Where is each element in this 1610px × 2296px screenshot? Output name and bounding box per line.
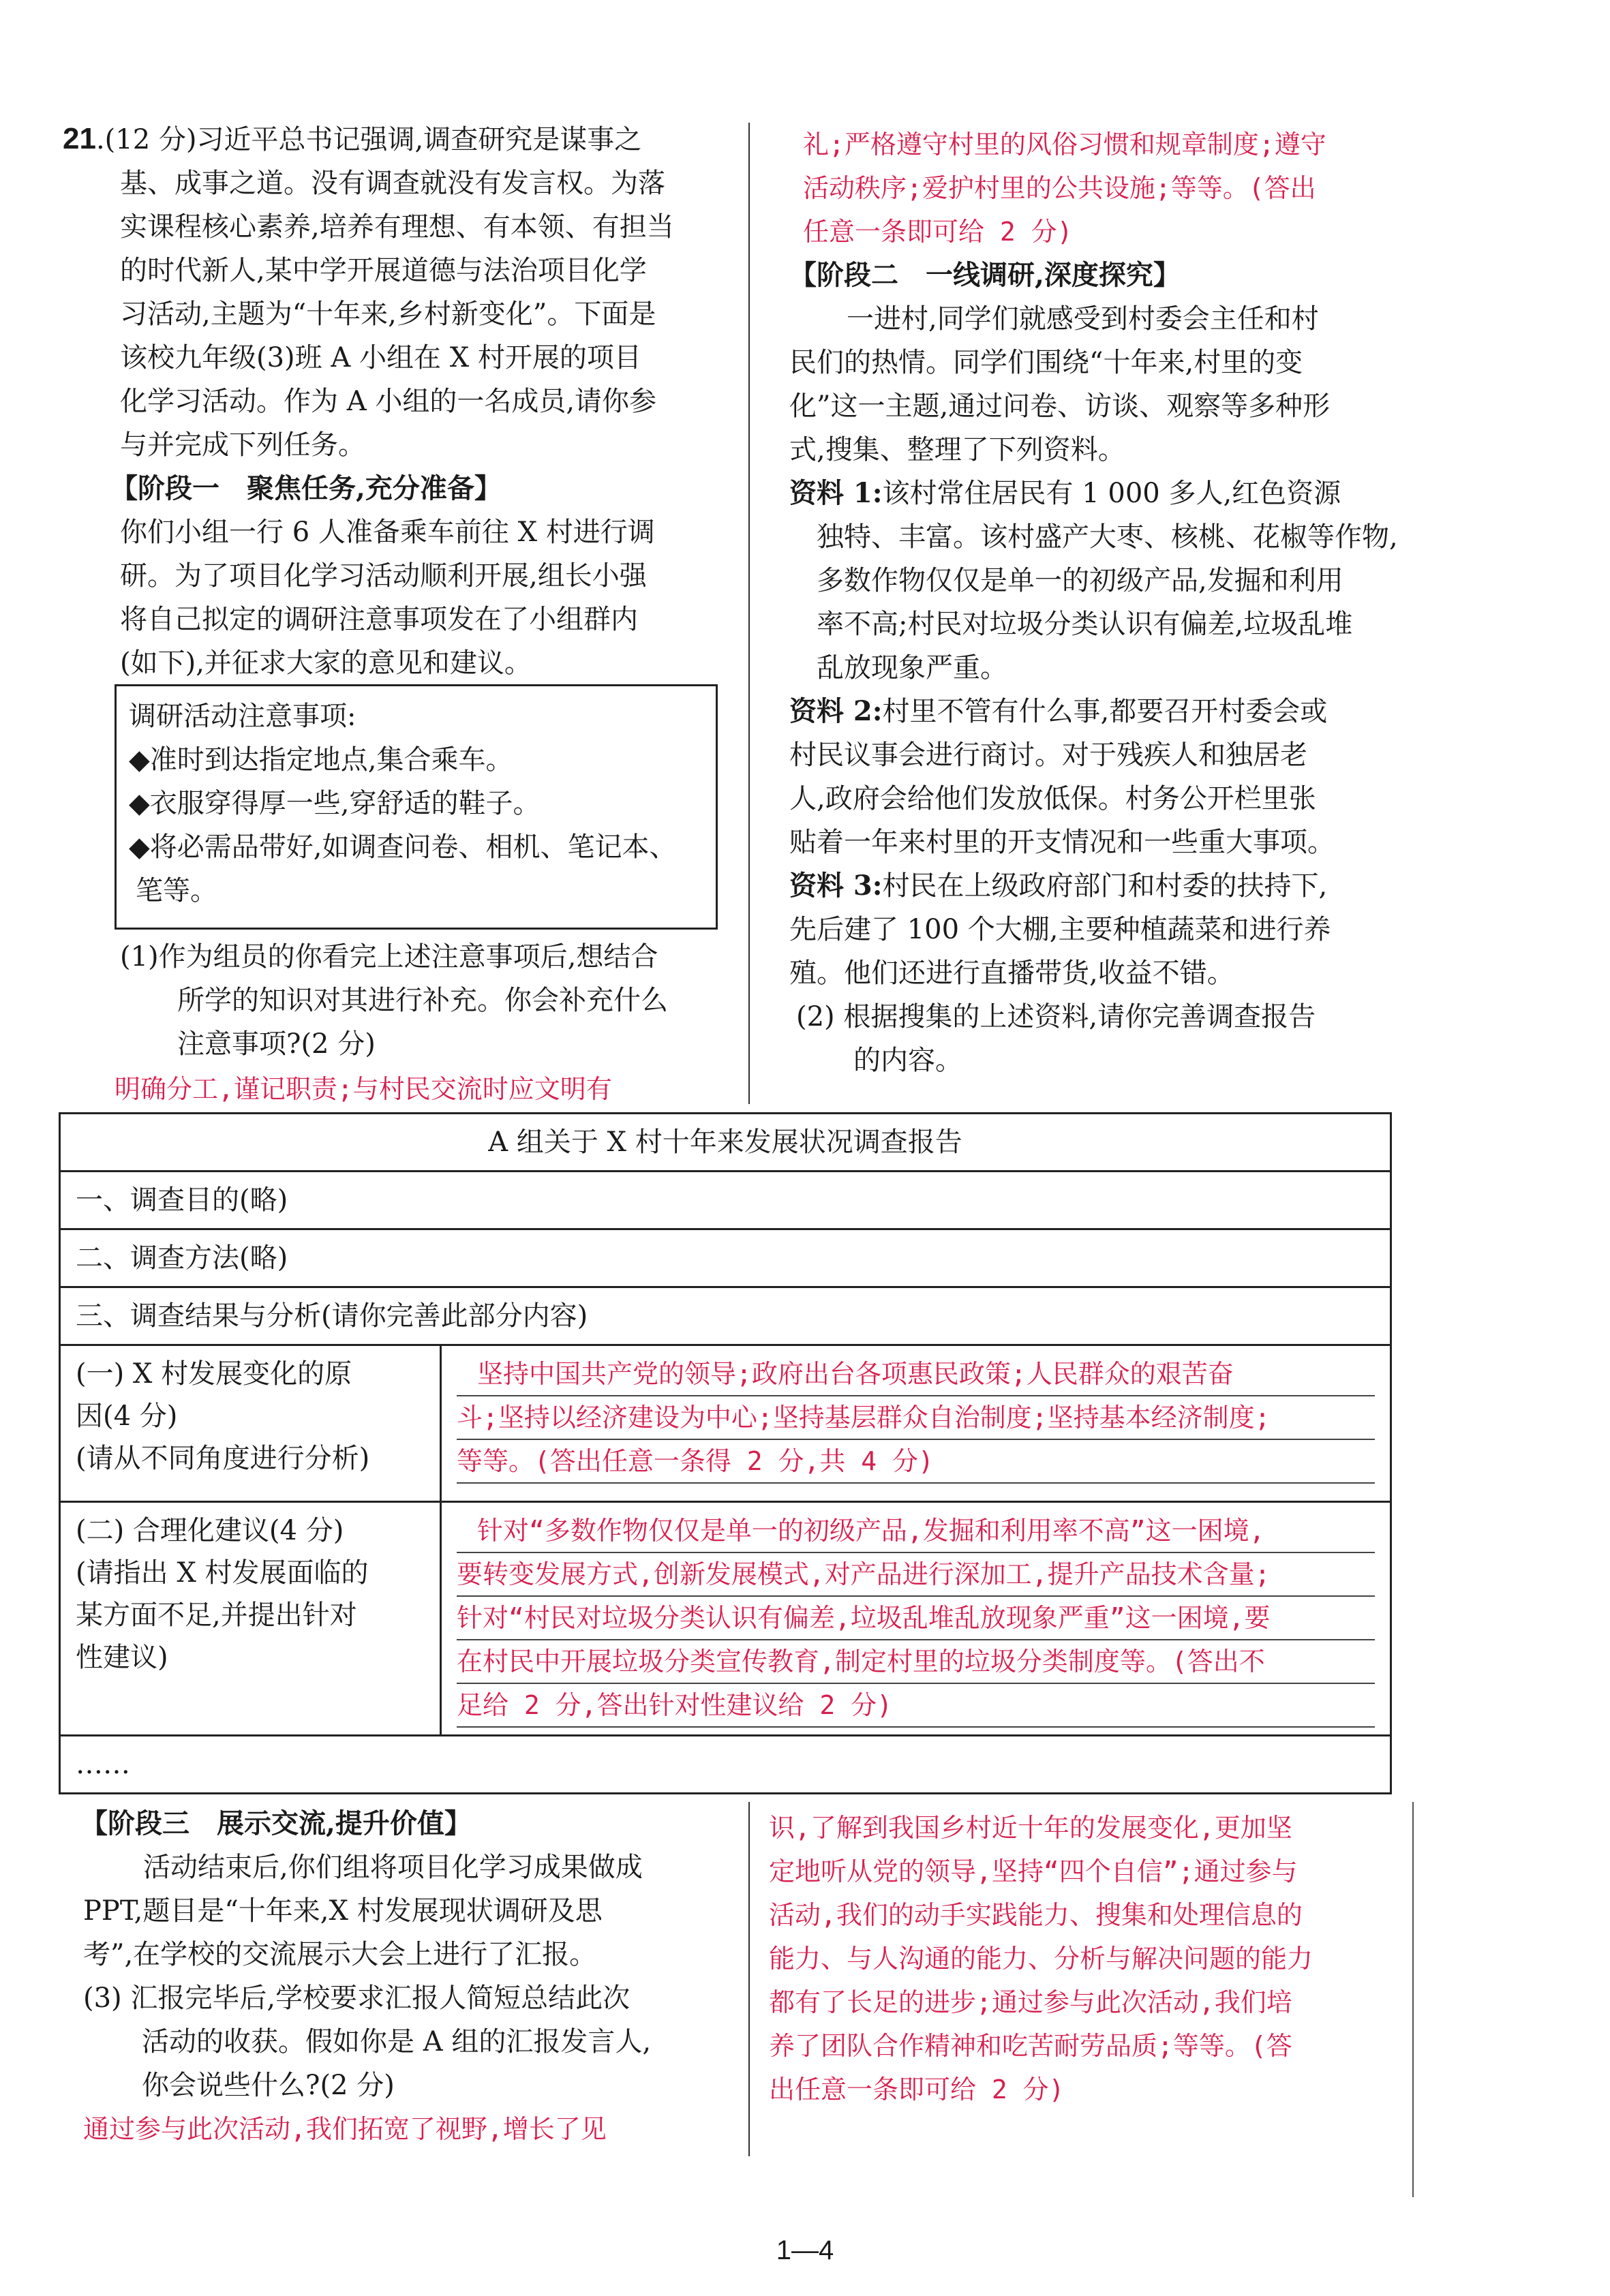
investigation-report-table [59,1112,1392,1794]
material-1-line: 独特、丰富。该村盛产大枣、核桃、花椒等作物, [817,521,1398,553]
report-ellipsis: …… [60,1736,1391,1794]
answer-line: 针对“多数作物仅仅是单一的初级产品,发掘和利用率不高”这一困境, [457,1510,1375,1553]
answer-line: 针对“村民对垃圾分类认识有偏差,垃圾乱堆乱放现象严重”这一困境,要 [457,1597,1375,1640]
report-part1-answer [441,1345,1391,1502]
stage2-line: 式,搜集、整理了下列资料。 [789,434,1125,465]
material-3-label: 资料 3: [789,870,883,902]
material-3-line: 先后建了 100 个大棚,主要种植蔬菜和进行养 [789,914,1331,945]
material-2-line: 人,政府会给他们发放低保。村务公开栏里张 [789,783,1316,814]
q1-answer-start: 明确分工,谨记职责;与村民交流时应文明有 [115,1074,612,1104]
material-2-line: 贴着一年来村里的开支情况和一些重大事项。 [789,827,1335,858]
answer-line: 足给 2 分,答出针对性建议给 2 分) [457,1684,1375,1728]
stage1-line: 将自己拟定的调研注意事项发在了小组群内 [120,604,638,635]
notice-item: ◆将必需品带好,如调查问卷、相机、笔记本、 [129,831,677,863]
stage2-line: 一进村,同学们就感受到村委会主任和村 [847,303,1319,335]
material-3-line: 殖。他们还进行直播带货,收益不错。 [789,958,1234,989]
material-1-label: 资料 1: [789,477,883,509]
q3-answer-cont: 识,了解到我国乡村近十年的发展变化,更加坚 [769,1813,1292,1843]
stage1-line: 你们小组一行 6 人准备乘车前往 X 村进行调 [120,517,655,548]
q21-line: 该校九年级(3)班 A 小组在 X 村开展的项目 [120,342,641,373]
material-1-line: 率不高;村民对垃圾分类认识有偏差,垃圾乱堆 [817,609,1353,640]
answer-line: 要转变发展方式,创新发展模式,对产品进行深加工,提升产品技术含量; [457,1553,1375,1597]
q21-line: 与并完成下列任务。 [120,429,365,461]
stage2-line: 化”这一主题,通过问卷、访谈、观察等多种形 [789,391,1331,422]
q21-line-1: 21.(12 分)习近平总书记强调,调查研究是谋事之 [63,122,642,155]
q3-line: (3) 汇报完毕后,学校要求汇报人简短总结此次 [83,1983,631,2014]
q1-line: 所学的知识对其进行补充。你会补充什么 [177,985,668,1016]
question-1 [120,935,733,1066]
notice-item: ◆衣服穿得厚一些,穿舒适的鞋子。 [129,788,541,819]
q3-answer-cont: 能力、与人沟通的能力、分析与解决问题的能力 [769,1944,1313,1974]
notice-title: 调研活动注意事项: [129,701,356,732]
column-divider-bottom [748,1802,750,2156]
stage1-line: 研。为了项目化学习活动顺利开展,组长小强 [120,560,647,592]
answer-line: 在村民中开展垃圾分类宣传教育,制定村里的垃圾分类制度等。(答出不 [457,1640,1375,1684]
q2-line: 的内容。 [853,1045,962,1076]
stage3-line: 活动结束后,你们组将项目化学习成果做成 [143,1852,643,1883]
q3-line: 你会说些什么?(2 分) [142,2070,395,2101]
stage1-heading: 【阶段一 聚焦任务,充分准备】 [110,472,502,504]
q21-line: 的时代新人,某中学开展道德与法治项目化学 [120,255,647,286]
q1-line: 注意事项?(2 分) [177,1028,376,1060]
notice-item: ◆准时到达指定地点,集合乘车。 [129,744,513,776]
material-1-line: 乱放现象严重。 [817,652,1007,684]
q1-line: (1)作为组员的你看完上述注意事项后,想结合 [120,941,658,973]
q3-answer-cont: 定地听从党的领导,坚持“四个自信”;通过参与 [769,1856,1298,1886]
left-column-bottom [80,1802,735,2151]
q21-line: 基、成事之道。没有调查就没有发言权。为落 [120,168,665,199]
q21-line: 习活动,主题为“十年来,乡村新变化”。下面是 [120,299,656,330]
report-title: A 组关于 X 村十年来发展状况调查报告 [60,1114,1391,1172]
answer-line: 斗;坚持以经济建设为中心;坚持基层群众自治制度;坚持基本经济制度; [457,1396,1375,1440]
answer-line: 坚持中国共产党的领导;政府出台各项惠民政策;人民群众的艰苦奋 [457,1353,1375,1396]
q3-answer-cont: 活动,我们的动手实践能力、搜集和处理信息的 [769,1900,1303,1930]
q1-answer-cont: 礼;严格遵守村里的风俗习惯和规章制度;遵守 [803,129,1326,159]
stage2-line: 民们的热情。同学们围绕“十年来,村里的变 [789,347,1303,378]
right-column-bottom [769,1806,1410,2111]
q1-answer-cont: 任意一条即可给 2 分) [803,217,1073,247]
column-divider-top [748,123,750,1104]
material-1-line: 多数作物仅仅是单一的初级产品,发掘和利用 [817,565,1343,596]
stage3-line: 考”,在学校的交流展示大会上进行了汇报。 [83,1939,597,1970]
material-2-line: 村民议事会进行商讨。对于残疾人和独居老 [789,739,1307,771]
q3-answer-cont: 养了团队合作精神和吃苦耐劳品质;等等。(答 [769,2031,1292,2061]
material-2-label: 资料 2: [789,695,883,727]
q3-answer-cont: 都有了长足的进步;通过参与此次活动,我们培 [769,1987,1292,2017]
notice-box [115,684,718,930]
report-part1-label: (一) X 村发展变化的原 因(4 分) (请从不同角度进行分析) [60,1345,441,1502]
material-3-line: 资料 3:村民在上级政府部门和村委的扶持下, [789,870,1328,902]
q3-answer-start: 通过参与此次活动,我们拓宽了视野,增长了见 [83,2114,607,2144]
material-1-line: 资料 1:该村常住居民有 1 000 多人,红色资源 [789,477,1341,509]
q2-line: (2) 根据搜集的上述资料,请你完善调查报告 [796,1001,1316,1032]
report-row-results: 三、调查结果与分析(请你完善此部分内容) [60,1287,1391,1345]
stage3-line: PPT,题目是“十年来,X 村发展现状调研及思 [83,1895,603,1927]
report-part2-answer [441,1502,1391,1736]
material-2-line: 资料 2:村里不管有什么事,都要召开村委会或 [789,695,1328,727]
answer-line: 等等。(答出任意一条得 2 分,共 4 分) [457,1440,1375,1484]
right-margin-rule [1412,1802,1414,2197]
stage2-heading: 【阶段二 一线调研,深度探究】 [789,259,1181,291]
q21-line: 化学习活动。作为 A 小组的一名成员,请你参 [120,386,657,417]
q1-answer-cont: 活动秩序;爱护村里的公共设施;等等。(答出 [803,173,1316,203]
q3-answer-cont: 出任意一条即可给 2 分) [769,2075,1065,2104]
report-part2-label: (二) 合理化建议(4 分) (请指出 X 村发展面临的 某方面不足,并提出针对 性建议) [60,1502,441,1736]
q3-line: 活动的收获。假如你是 A 组的汇报发言人, [142,2026,652,2057]
right-column-top [789,123,1416,1082]
report-row-method: 二、调查方法(略) [60,1229,1391,1287]
q21-line: 实课程核心素养,培养有理想、有本领、有担当 [120,211,674,243]
stage3-heading: 【阶段三 展示交流,提升价值】 [80,1807,472,1839]
report-row-purpose: 一、调查目的(略) [60,1172,1391,1229]
stage1-line: (如下),并征求大家的意见和建议。 [120,647,532,679]
page-number: 1—4 [776,2235,834,2265]
question-number: 21 [63,122,96,155]
notice-item: 笔等。 [136,875,217,906]
left-column-top [63,117,731,685]
